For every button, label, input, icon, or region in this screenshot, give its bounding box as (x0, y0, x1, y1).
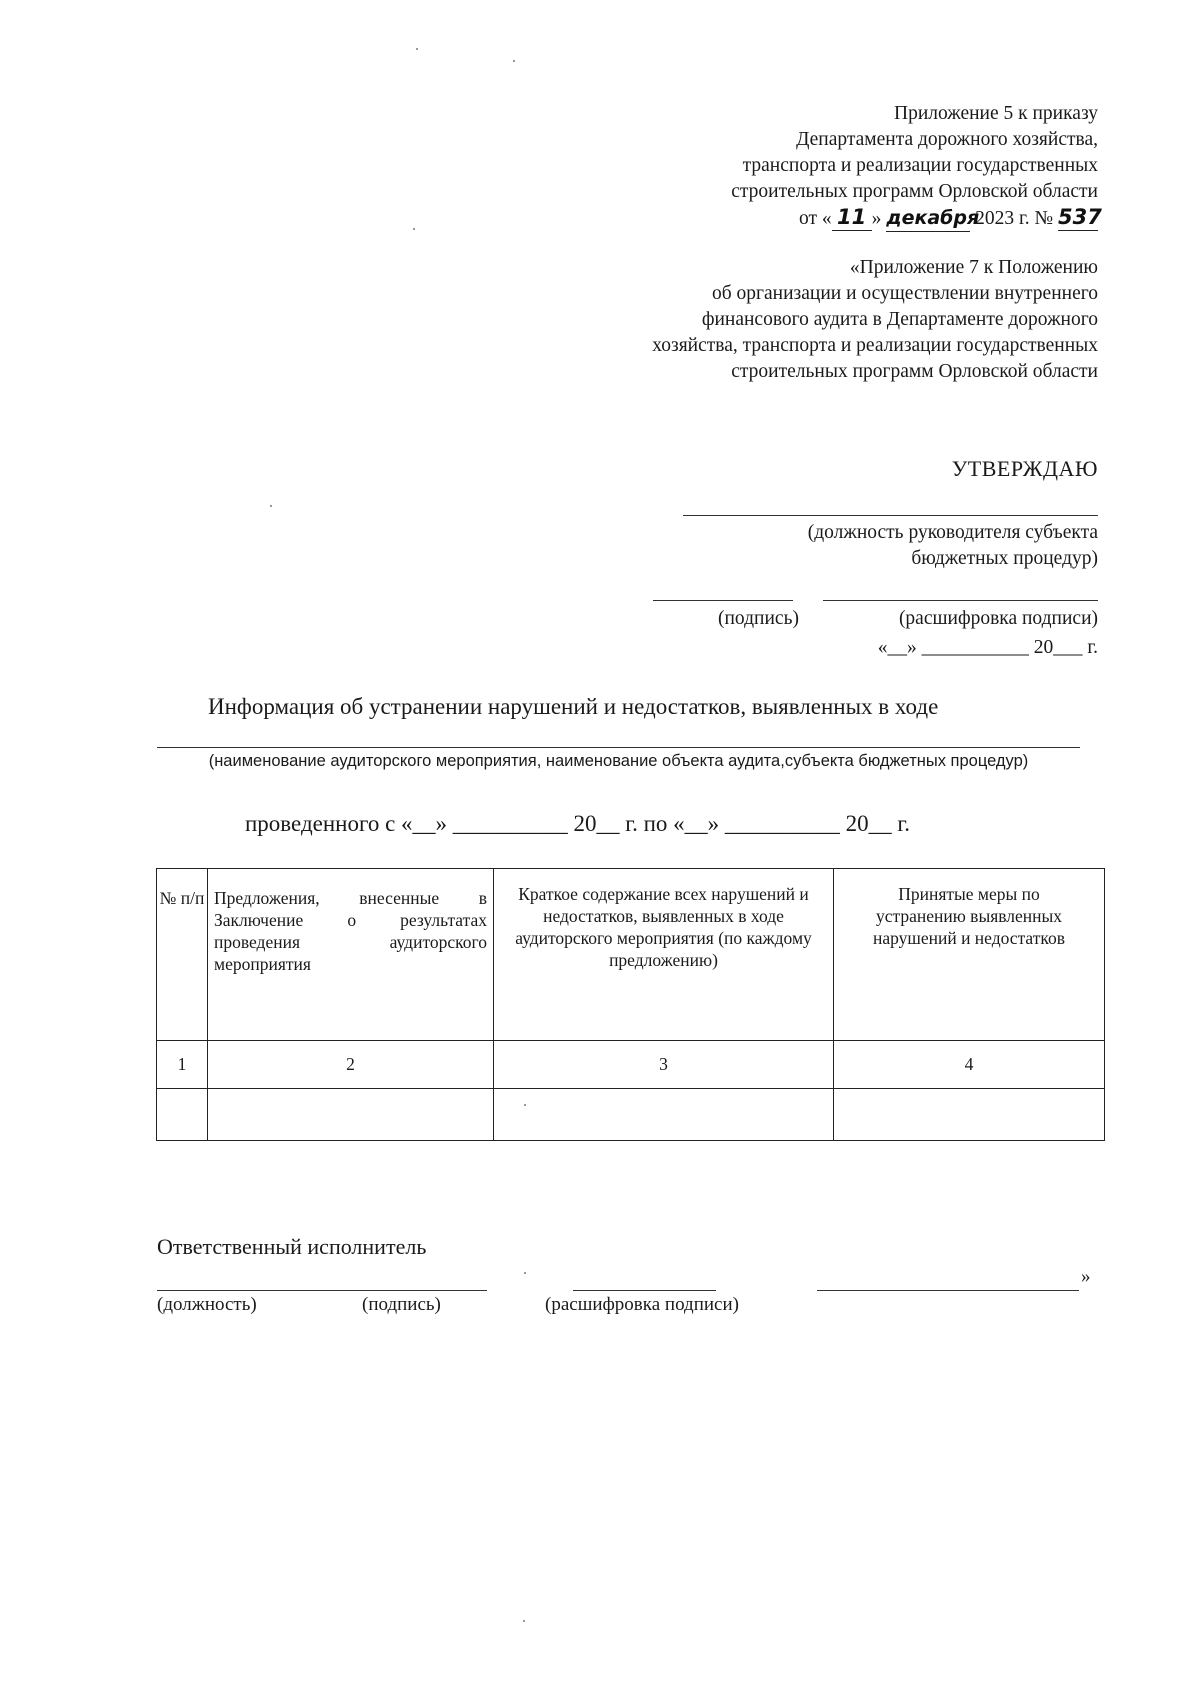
order-date-mid: » (871, 208, 882, 229)
header-proposals: Предложения, внесенные в Заключение о результатах проведения аудиторского мероприятия (208, 869, 494, 1041)
order-annex-line-3: транспорта и реализации государственных (742, 155, 1098, 176)
scan-speck (523, 1620, 525, 1622)
scan-speck (513, 60, 515, 62)
order-date-prefix: от « (798, 208, 832, 229)
table-header-row (157, 869, 1105, 1041)
order-month-handwritten: декабря (886, 205, 970, 232)
executor-decryption-line (817, 1290, 1079, 1291)
executor-position-caption: (должность) (157, 1294, 257, 1315)
column-number-2: 2 (208, 1041, 494, 1089)
position-line (683, 515, 1098, 516)
responsible-executor-label: Ответственный исполнитель (157, 1234, 427, 1259)
empty-cell (834, 1089, 1105, 1141)
order-annex-line-1: Приложение 5 к приказу (893, 103, 1098, 124)
order-annex-line-4: строительных программ Орловской области (731, 181, 1098, 202)
signature-caption: (подпись) (718, 608, 799, 629)
empty-cell (494, 1089, 834, 1141)
executor-signature-caption: (подпись) (362, 1294, 441, 1315)
regulation-annex-line-1: «Приложение 7 к Положению (849, 257, 1098, 278)
audit-name-caption: (наименование аудиторского мероприятия, наименование объекта аудита,субъекта бюджетных процедур) (208, 752, 1029, 770)
scan-speck (524, 1104, 526, 1106)
signature-line (653, 600, 793, 601)
audit-name-line (157, 747, 1080, 748)
audit-period-line: проведенного с «__» __________ 20__ г. по «__» __________ 20__ г. (245, 811, 911, 836)
column-number-4: 4 (834, 1041, 1105, 1089)
violations-table (156, 868, 1105, 1141)
regulation-annex-line-3: финансового аудита в Департаменте дорожного (701, 309, 1098, 330)
header-violations-summary: Краткое содержание всех нарушений и недостатков, выявленных в ходе аудиторского мероприятия (по каждому предложению) (494, 869, 834, 1041)
column-number-1: 1 (157, 1041, 208, 1089)
position-caption-1: (должность руководителя субъекта (807, 522, 1098, 543)
approval-date-line: «__» ___________ 20___ г. (877, 637, 1098, 658)
column-number-3: 3 (494, 1041, 834, 1089)
position-caption-2: бюджетных процедур) (911, 548, 1098, 569)
document-title: Информация об устранении нарушений и недостатков, выявленных в ходе (208, 694, 939, 719)
decryption-caption: (расшифровка подписи) (898, 608, 1098, 629)
approval-heading: УТВЕРЖДАЮ (951, 456, 1098, 481)
scan-speck (270, 505, 272, 507)
order-day-handwritten: 11 (832, 204, 872, 231)
empty-cell (157, 1089, 208, 1141)
executor-position-line (157, 1290, 487, 1291)
regulation-annex-line-5: строительных программ Орловской области (731, 361, 1098, 382)
order-number-handwritten: 537 (1058, 205, 1102, 229)
regulation-annex-line-2: об организации и осуществлении внутреннего (711, 283, 1098, 304)
empty-cell (208, 1089, 494, 1141)
regulation-annex-line-4: хозяйства, транспорта и реализации государственных (652, 335, 1098, 356)
decryption-line (823, 600, 1098, 601)
executor-decryption-caption: (расшифровка подписи) (545, 1294, 739, 1315)
executor-signature-line (573, 1290, 716, 1291)
order-year-number-prefix: 2023 г. № (975, 208, 1054, 229)
scan-speck (416, 48, 418, 50)
scan-speck (524, 1272, 526, 1274)
scan-speck (413, 228, 415, 230)
table-numbering-row (157, 1041, 1105, 1089)
closing-quote-mark: » (1081, 1266, 1091, 1287)
order-annex-line-2: Департамента дорожного хозяйства, (796, 129, 1098, 150)
order-date-line (798, 204, 1102, 232)
table-empty-row (157, 1089, 1105, 1141)
header-measures-taken: Принятые меры по устранению выявленных нарушений и недостатков (834, 869, 1105, 1041)
header-number: № п/п (157, 869, 208, 1041)
